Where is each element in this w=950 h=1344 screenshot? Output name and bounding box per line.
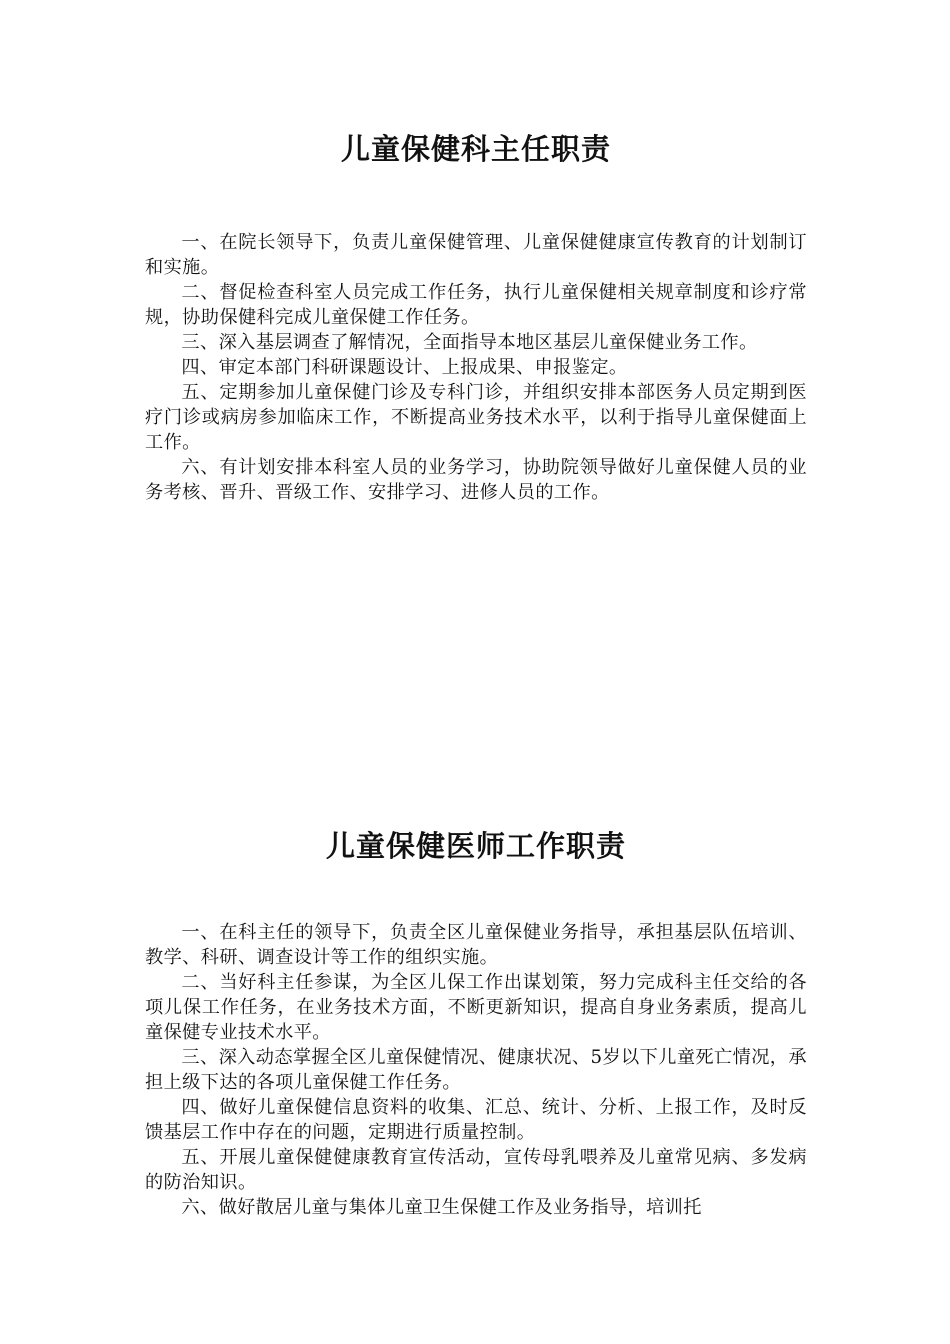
duty-paragraph: 一、在院长领导下，负责儿童保健管理、儿童保健健康宣传教育的计划制订和实施。 — [145, 232, 807, 278]
duty-paragraph: 二、督促检查科室人员完成工作任务，执行儿童保健相关规章制度和诊疗常规，协助保健科完成儿童保健工作任务。 — [145, 282, 807, 328]
duty-paragraph: 五、定期参加儿童保健门诊及专科门诊，并组织安排本部医务人员定期到医疗门诊或病房参加临床工作，不断提高业务技术水平，以利于指导儿童保健面上工作。 — [145, 382, 807, 453]
section-title: 儿童保健医师工作职责 — [325, 829, 626, 863]
duty-paragraph: 五、开展儿童保健健康教育宣传活动，宣传母乳喂养及儿童常见病、多发病的防治知识。 — [145, 1147, 807, 1193]
duty-paragraph: 四、审定本部门科研课题设计、上报成果、申报鉴定。 — [181, 357, 628, 378]
duty-paragraph: 四、做好儿童保健信息资料的收集、汇总、统计、分析、上报工作，及时反馈基层工作中存在的问题，定期进行质量控制。 — [145, 1097, 807, 1143]
section-title: 儿童保健科主任职责 — [340, 132, 611, 166]
duty-section-director — [145, 128, 807, 505]
duty-paragraph: 二、当好科主任参谋，为全区儿保工作出谋划策，努力完成科主任交给的各项儿保工作任务，在业务技术方面，不断更新知识，提高自身业务素质，提高儿童保健专业技术水平。 — [145, 972, 807, 1043]
duty-paragraph: 六、做好散居儿童与集体儿童卫生保健工作及业务指导，培训托 — [181, 1197, 702, 1218]
duty-paragraph: 三、深入动态掌握全区儿童保健情况、健康状况、5岁以下儿童死亡情况，承担上级下达的各项儿童保健工作任务。 — [145, 1047, 807, 1093]
duty-paragraph: 六、有计划安排本科室人员的业务学习，协助院领导做好儿童保健人员的业务考核、晋升、晋级工作、安排学习、进修人员的工作。 — [145, 457, 807, 503]
duty-section-physician — [145, 825, 807, 1220]
duty-paragraph: 一、在科主任的领导下，负责全区儿童保健业务指导，承担基层队伍培训、教学、科研、调查设计等工作的组织实施。 — [145, 922, 807, 968]
duty-paragraph: 三、深入基层调查了解情况，全面指导本地区基层儿童保健业务工作。 — [181, 332, 758, 353]
